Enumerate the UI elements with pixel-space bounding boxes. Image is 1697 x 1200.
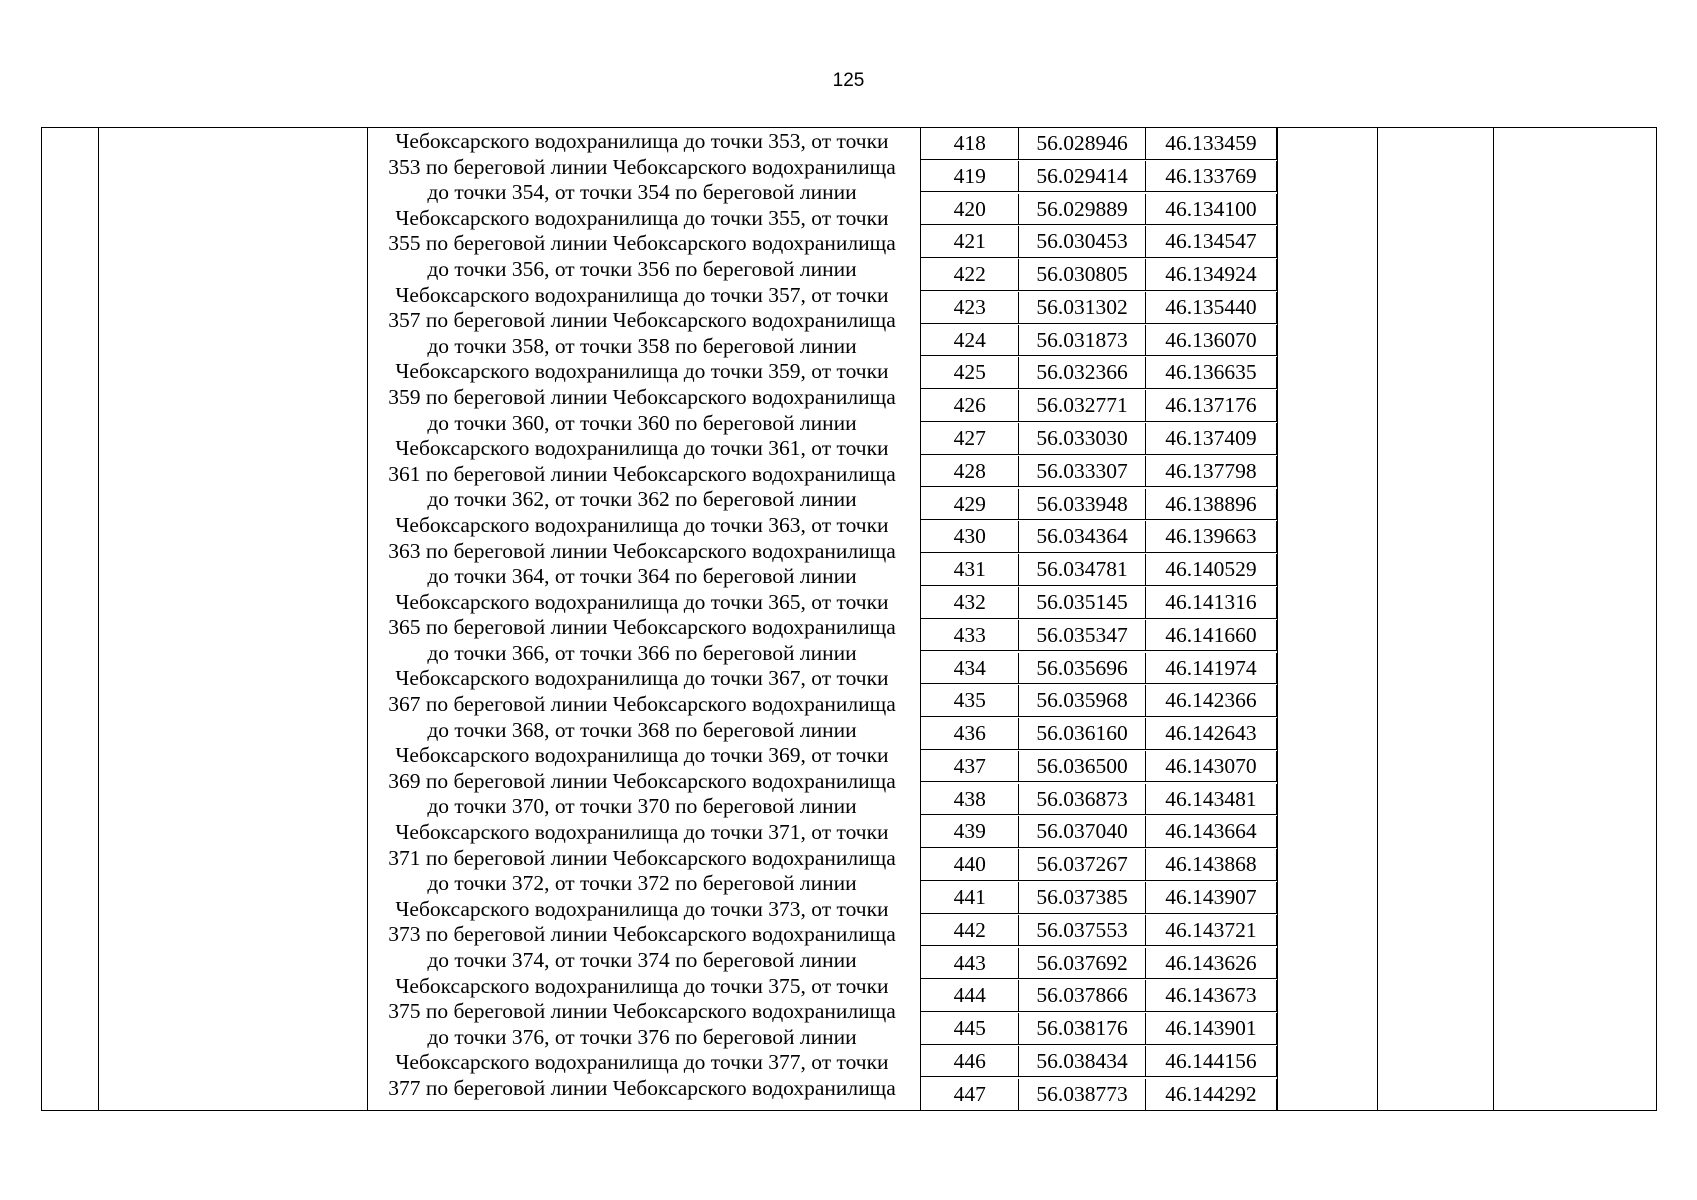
point-number: 435 <box>921 685 1019 716</box>
latitude-cell: 56.034364 <box>1019 521 1145 552</box>
table-row <box>920 161 1277 193</box>
latitude-cell: 56.037040 <box>1019 816 1145 847</box>
longitude-cell: 46.136635 <box>1165 360 1257 385</box>
longitude-cell: 46.140529 <box>1165 557 1257 582</box>
longitude-cell: 46.144292 <box>1165 1081 1257 1106</box>
longitude-cell: 46.139663 <box>1165 524 1257 549</box>
point-number: 421 <box>921 226 1019 257</box>
description-line: Чебоксарского водохранилища до точки 353, от точки <box>395 129 889 153</box>
point-number: 427 <box>921 423 1019 454</box>
longitude-cell: 46.143664 <box>1165 819 1257 844</box>
table-row <box>920 1013 1277 1045</box>
point-number: 424 <box>921 325 1019 356</box>
latitude-cell: 56.031302 <box>1019 292 1145 323</box>
description-line: до точки 360, от точки 360 по береговой линии <box>427 410 857 435</box>
description-line: Чебоксарского водохранилища до точки 373, от точки <box>395 896 889 921</box>
point-number: 445 <box>921 1013 1019 1044</box>
description-line: 371 по береговой линии Чебоксарского водохранилища <box>388 845 896 870</box>
point-number: 440 <box>921 849 1019 880</box>
longitude-cell: 46.135440 <box>1165 294 1257 319</box>
table-row <box>920 718 1277 750</box>
description-line: 363 по береговой линии Чебоксарского водохранилища <box>388 538 896 563</box>
longitude-cell: 46.137798 <box>1165 458 1257 483</box>
point-number: 437 <box>921 751 1019 782</box>
coordinates-table <box>41 127 1657 1111</box>
latitude-cell: 56.034781 <box>1019 554 1145 585</box>
description-line: Чебоксарского водохранилища до точки 361, от точки <box>395 436 889 461</box>
description-line: до точки 364, от точки 364 по береговой линии <box>427 564 857 589</box>
point-number: 433 <box>921 620 1019 651</box>
latitude-cell: 56.033948 <box>1019 489 1145 520</box>
longitude-cell: 46.136070 <box>1165 327 1257 352</box>
description-line: Чебоксарского водохранилища до точки 365, от точки <box>395 589 889 614</box>
description-line: 357 по береговой линии Чебоксарского водохранилища <box>388 308 896 333</box>
table-row <box>920 685 1277 717</box>
longitude-cell: 46.134924 <box>1165 262 1257 287</box>
point-number: 423 <box>921 292 1019 323</box>
latitude-cell: 56.036500 <box>1019 751 1145 782</box>
description-line: 369 по береговой линии Чебоксарского водохранилища <box>388 768 896 793</box>
latitude-cell: 56.035968 <box>1019 685 1145 716</box>
point-number: 439 <box>921 816 1019 847</box>
longitude-cell: 46.143070 <box>1165 753 1257 778</box>
longitude-cell: 46.141316 <box>1165 589 1257 614</box>
table-row <box>920 390 1277 422</box>
latitude-cell: 56.035145 <box>1019 587 1145 618</box>
table-row <box>920 849 1277 881</box>
description-line: Чебоксарского водохранилища до точки 375, от точки <box>395 973 889 998</box>
table-row <box>920 751 1277 783</box>
boundary-description <box>367 129 917 1102</box>
description-line: Чебоксарского водохранилища до точки 367, от точки <box>395 666 889 691</box>
description-line: 353 по береговой линии Чебоксарского водохранилища <box>388 154 896 179</box>
description-line: 361 по береговой линии Чебоксарского водохранилища <box>388 461 896 486</box>
point-number: 431 <box>921 554 1019 585</box>
description-line: Чебоксарского водохранилища до точки 357, от точки <box>395 282 889 307</box>
description-line: Чебоксарского водохранилища до точки 369, от точки <box>395 743 889 768</box>
latitude-cell: 56.035347 <box>1019 620 1145 651</box>
table-row <box>920 882 1277 914</box>
table-row <box>920 587 1277 619</box>
table-row <box>920 194 1277 226</box>
longitude-cell: 46.138896 <box>1165 491 1257 516</box>
point-number: 432 <box>921 587 1019 618</box>
latitude-cell: 56.038176 <box>1019 1013 1145 1044</box>
point-number: 438 <box>921 784 1019 815</box>
description-line: Чебоксарского водохранилища до точки 355, от точки <box>395 205 889 230</box>
column-divider <box>1493 128 1494 1110</box>
description-line: до точки 354, от точки 354 по береговой линии <box>427 180 857 205</box>
table-row <box>920 1079 1277 1111</box>
point-number: 425 <box>921 357 1019 388</box>
description-line: 365 по береговой линии Чебоксарского водохранилища <box>388 615 896 640</box>
longitude-cell: 46.143721 <box>1165 917 1257 942</box>
point-number: 444 <box>921 980 1019 1011</box>
latitude-cell: 56.033307 <box>1019 456 1145 487</box>
point-number: 446 <box>921 1046 1019 1077</box>
longitude-cell: 46.133459 <box>1165 131 1257 155</box>
table-row <box>920 128 1277 160</box>
longitude-cell: 46.143673 <box>1165 983 1257 1008</box>
points-table <box>920 128 1277 1110</box>
description-line: Чебоксарского водохранилища до точки 363, от точки <box>395 512 889 537</box>
description-line: до точки 366, от точки 366 по береговой линии <box>427 640 857 665</box>
point-number: 426 <box>921 390 1019 421</box>
table-row <box>920 980 1277 1012</box>
latitude-cell: 56.028946 <box>1019 128 1145 159</box>
latitude-cell: 56.036160 <box>1019 718 1145 749</box>
table-row <box>920 259 1277 291</box>
latitude-cell: 56.038434 <box>1019 1046 1145 1077</box>
point-number: 443 <box>921 948 1019 979</box>
page-number: 125 <box>832 70 865 91</box>
description-line: 355 по береговой линии Чебоксарского водохранилища <box>388 231 896 256</box>
description-line: 377 по береговой линии Чебоксарского водохранилища <box>388 1075 896 1100</box>
latitude-cell: 56.032771 <box>1019 390 1145 421</box>
point-number: 430 <box>921 521 1019 552</box>
point-number: 434 <box>921 653 1019 684</box>
description-line: 373 по береговой линии Чебоксарского водохранилища <box>388 922 896 947</box>
latitude-cell: 56.035696 <box>1019 653 1145 684</box>
table-row <box>920 653 1277 685</box>
longitude-cell: 46.142366 <box>1165 688 1257 713</box>
latitude-cell: 56.037866 <box>1019 980 1145 1011</box>
table-row <box>920 784 1277 816</box>
table-row <box>920 948 1277 980</box>
description-line: Чебоксарского водохранилища до точки 377, от точки <box>395 1050 889 1075</box>
latitude-cell: 56.030805 <box>1019 259 1145 290</box>
latitude-cell: 56.029889 <box>1019 194 1145 225</box>
point-number: 418 <box>921 128 1019 159</box>
point-number: 428 <box>921 456 1019 487</box>
latitude-cell: 56.038773 <box>1019 1079 1145 1111</box>
longitude-cell: 46.144156 <box>1165 1048 1257 1073</box>
description-line: до точки 376, от точки 376 по береговой линии <box>427 1024 857 1049</box>
point-number: 447 <box>921 1079 1019 1111</box>
description-line: до точки 356, от точки 356 по береговой линии <box>427 256 857 281</box>
latitude-cell: 56.037385 <box>1019 882 1145 913</box>
point-number: 442 <box>921 915 1019 946</box>
point-number: 436 <box>921 718 1019 749</box>
description-line: до точки 368, от точки 368 по береговой линии <box>427 717 857 742</box>
table-row <box>920 226 1277 258</box>
table-row <box>920 357 1277 389</box>
description-line: Чебоксарского водохранилища до точки 371, от точки <box>395 820 889 845</box>
latitude-cell: 56.029414 <box>1019 161 1145 192</box>
latitude-cell: 56.031873 <box>1019 325 1145 356</box>
longitude-cell: 46.143907 <box>1165 884 1257 909</box>
description-line: 359 по береговой линии Чебоксарского водохранилища <box>388 384 896 409</box>
table-row <box>920 325 1277 357</box>
longitude-cell: 46.143481 <box>1165 786 1257 811</box>
longitude-cell: 46.141660 <box>1165 622 1257 647</box>
table-row <box>920 456 1277 488</box>
column-divider <box>1277 128 1278 1110</box>
table-row <box>920 292 1277 324</box>
description-line: до точки 374, от точки 374 по береговой линии <box>427 948 857 972</box>
table-row <box>920 521 1277 553</box>
latitude-cell: 56.037692 <box>1019 948 1145 979</box>
latitude-cell: 56.030453 <box>1019 226 1145 257</box>
description-line: до точки 372, от точки 372 по береговой линии <box>427 871 857 896</box>
point-number: 441 <box>921 882 1019 913</box>
longitude-cell: 46.133769 <box>1165 163 1257 188</box>
longitude-cell: 46.143626 <box>1165 950 1257 975</box>
point-number: 420 <box>921 194 1019 225</box>
description-line: до точки 362, от точки 362 по береговой линии <box>427 487 857 512</box>
latitude-cell: 56.036873 <box>1019 784 1145 815</box>
longitude-cell: 46.141974 <box>1165 655 1257 680</box>
longitude-cell: 46.134547 <box>1165 229 1257 254</box>
latitude-cell: 56.033030 <box>1019 423 1145 454</box>
description-line: 375 по береговой линии Чебоксарского водохранилища <box>388 999 896 1024</box>
table-row <box>920 816 1277 848</box>
point-number: 419 <box>921 161 1019 192</box>
description-line: 367 по береговой линии Чебоксарского водохранилища <box>388 692 896 717</box>
table-row <box>920 1046 1277 1078</box>
longitude-cell: 46.137409 <box>1165 426 1257 451</box>
table-row <box>920 423 1277 455</box>
longitude-cell: 46.143868 <box>1165 852 1257 877</box>
description-line: до точки 358, от точки 358 по береговой линии <box>427 333 857 358</box>
column-divider <box>98 128 99 1110</box>
column-divider <box>1377 128 1378 1110</box>
description-line: до точки 370, от точки 370 по береговой линии <box>427 794 857 819</box>
longitude-cell: 46.142643 <box>1165 721 1257 746</box>
latitude-cell: 56.037553 <box>1019 915 1145 946</box>
longitude-cell: 46.137176 <box>1165 393 1257 418</box>
point-number: 429 <box>921 489 1019 520</box>
longitude-cell: 46.143901 <box>1165 1016 1257 1041</box>
table-row <box>920 554 1277 586</box>
table-row <box>920 915 1277 947</box>
latitude-cell: 56.032366 <box>1019 357 1145 388</box>
table-row <box>920 620 1277 652</box>
latitude-cell: 56.037267 <box>1019 849 1145 880</box>
description-line: Чебоксарского водохранилища до точки 359, от точки <box>395 359 889 384</box>
point-number: 422 <box>921 259 1019 290</box>
table-row <box>920 489 1277 521</box>
longitude-cell: 46.134100 <box>1165 196 1257 221</box>
